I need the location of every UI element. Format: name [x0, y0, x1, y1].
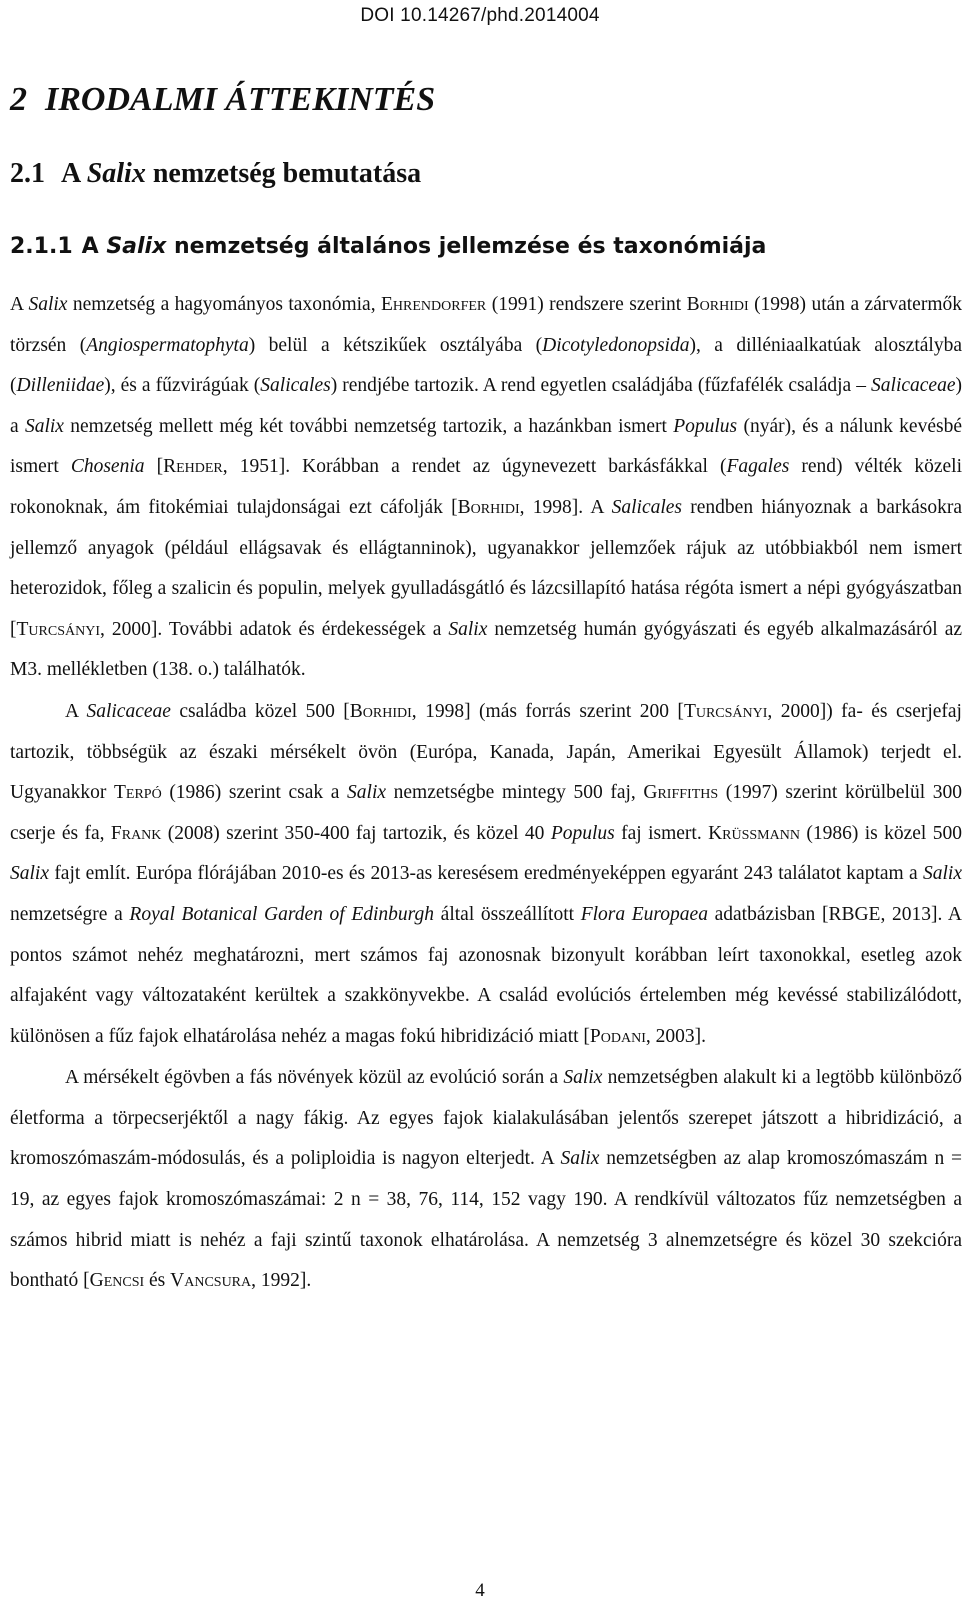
paragraph-2: A Salicaceae családba közel 500 [Borhidi, 1998] (más forrás szerint 200 [Turcsányi, 2000]) fa- és cserjefaj tartozik, többségük az északi mérsékelt övön (Európa, Kanada, Japán, Amerikai Egyesült Államok) terjedt el. Ugyanakkor Terpó (1986) szerint csak a Salix nemzetségbe mintegy 500 faj, Griffiths (1997) szerint körülbelül 300 cserje és fa, Frank (2008) szerint 350-400 faj tartozik, és közel 40 Populus faj ismert. Krüssmann (1986) is közel 500 Salix fajt említ. Európa flórájában 2010-es és 2013-as keresésem eredményeképpen egyaránt 243 találatot kaptam a Salix nemzetségre a Royal Botanical Garden of Edinburgh által összeállított Flora Europaea adatbázisban [RBGE, 2013]. A pontos számot nehéz meghatározni, mert számos faj azonosnak bizonyult korábban leírt taxonokkal, esetleg azok alfajaként vagy változataként kerültek a szakkönyvekbe. A család evolúciós értelemben még kevéssé stabilizálódott, különösen a fűz fajok elhatárolása nehéz a magas fokú hibridizáció miatt [Podani, 2003].	[10, 700, 962, 1047]
author-name: Borhidi	[349, 700, 412, 722]
author-name: Turcsányi	[16, 618, 100, 640]
italic-term: Fagales	[726, 456, 790, 478]
italic-term: Salicaceae	[86, 700, 171, 722]
subsection-title-post: nemzetség általános jellemzése és taxonómiája	[166, 234, 767, 259]
italic-term: Salicales	[260, 375, 331, 397]
chapter-title: IRODALMI ÁTTEKINTÉS	[45, 81, 436, 118]
body-text	[10, 285, 962, 1302]
italic-term: Dicotyledonopsida	[542, 334, 690, 356]
subsection-number: 2.1.1	[10, 234, 73, 259]
italic-term: Angiospermatophyta	[86, 334, 249, 356]
italic-term: Salix	[923, 863, 962, 885]
chapter-number: 2	[10, 81, 27, 118]
chapter-heading	[10, 81, 435, 119]
doi-header: DOI 10.14267/phd.2014004	[360, 5, 600, 26]
author-name: Podani	[589, 1025, 646, 1047]
author-name: Krüssmann	[708, 822, 800, 844]
author-name: Rehder	[163, 456, 223, 478]
paragraph-1: A Salix nemzetség a hagyományos taxonómia, Ehrendorfer (1991) rendszere szerint Borhidi (1998) után a zárvatermők törzsén (Angiospermatophyta) belül a kétszikűek osztályába (Dicotyledonopsida), a dilléniaalkatúak alosztályba (Dilleniidae), és a fűzvirágúak (Salicales) rendjébe tartozik. A rend egyetlen családjába (fűzfafélék családja – Salicaceae) a Salix nemzetség mellett még két további nemzetség tartozik, a hazánkban ismert Populus (nyár), és a nálunk kevésbé ismert Chosenia [Rehder, 1951]. Korábban a rendet az úgynevezett barkásfákkal (Fagales rend) vélték közeli rokonoknak, ám fitokémiai tulajdonságai ezt cáfolják [Borhidi, 1998]. A Salicales rendben hiányoznak a barkásokra jellemző anyagok (például ellágsavak és ellágtanninok), ugyanakkor jellemzőek rájuk az utóbbiakból nem ismert heterozidok, főleg a szalicin és populin, melyek gyulladásgátló és lázcsillapító hatása régóta ismert a népi gyógyászatban [Turcsányi, 2000]. További adatok és érdekességek a Salix nemzetség humán gyógyászati és egyéb alkalmazásáról az M3. mellékletben (138. o.) találhatók.	[10, 294, 962, 681]
section-title-pre: A	[61, 158, 87, 189]
italic-term: Salix	[347, 782, 387, 804]
italic-term: Dilleniidae	[16, 375, 105, 397]
subsection-title-pre: A	[81, 234, 107, 259]
italic-term: Salicaceae	[871, 375, 956, 397]
italic-term: Salix	[24, 415, 64, 437]
italic-term: Salicales	[611, 496, 683, 518]
section-heading	[10, 158, 421, 190]
author-name: Frank	[110, 822, 162, 844]
paragraph-3: A mérsékelt égövben a fás növények közül az evolúció során a Salix nemzetségben alakult ki a legtöbb különböző életforma a törpecserjéktől a nagy fákig. Az egyes fajok kialakulásában jelentős szerepet játszott a hibridizáció, a kromoszómaszám-módosulás, és a poliploidia is nagyon elterjedt. A Salix nemzetségben az alap kromoszómaszám n = 19, az egyes fajok kromoszómaszámai: 2 n = 38, 76, 114, 152 vagy 190. A rendkívül változatos fűz nemzetségben a számos hibrid miatt is nehéz a faji szintű taxonok elhatárolása. A nemzetség 3 alnemzetségre és közel 30 szekcióra bontható [Gencsi és Vancsura, 1992].	[10, 1067, 962, 1292]
author-name: Vancsura	[170, 1270, 252, 1292]
subsection-heading	[10, 234, 766, 259]
italic-term: Royal Botanical Garden of Edinburgh	[129, 903, 435, 925]
section-number: 2.1	[10, 158, 45, 189]
section-title-genus: Salix	[86, 158, 146, 189]
italic-term: Populus	[550, 822, 615, 844]
author-name: Griffiths	[643, 782, 719, 804]
author-name: Borhidi	[457, 496, 520, 518]
italic-term: Salix	[28, 294, 68, 315]
italic-term: Salix	[10, 863, 49, 885]
italic-term: Populus	[673, 415, 738, 437]
page-number: 4	[475, 1580, 485, 1601]
author-name: Turcsányi	[683, 700, 768, 722]
author-name: Gencsi	[89, 1270, 145, 1292]
author-name: Ehrendorfer	[381, 294, 487, 315]
italic-term: Salix	[563, 1067, 603, 1089]
author-name: Terpó	[114, 782, 162, 804]
italic-term: Salix	[448, 618, 488, 640]
italic-term: Flora Europaea	[580, 903, 708, 925]
section-title-post: nemzetség bemutatása	[145, 158, 422, 189]
italic-term: Salix	[560, 1148, 600, 1170]
subsection-title-genus: Salix	[106, 234, 167, 259]
italic-term: Chosenia	[70, 456, 145, 478]
author-name: Borhidi	[686, 294, 749, 315]
